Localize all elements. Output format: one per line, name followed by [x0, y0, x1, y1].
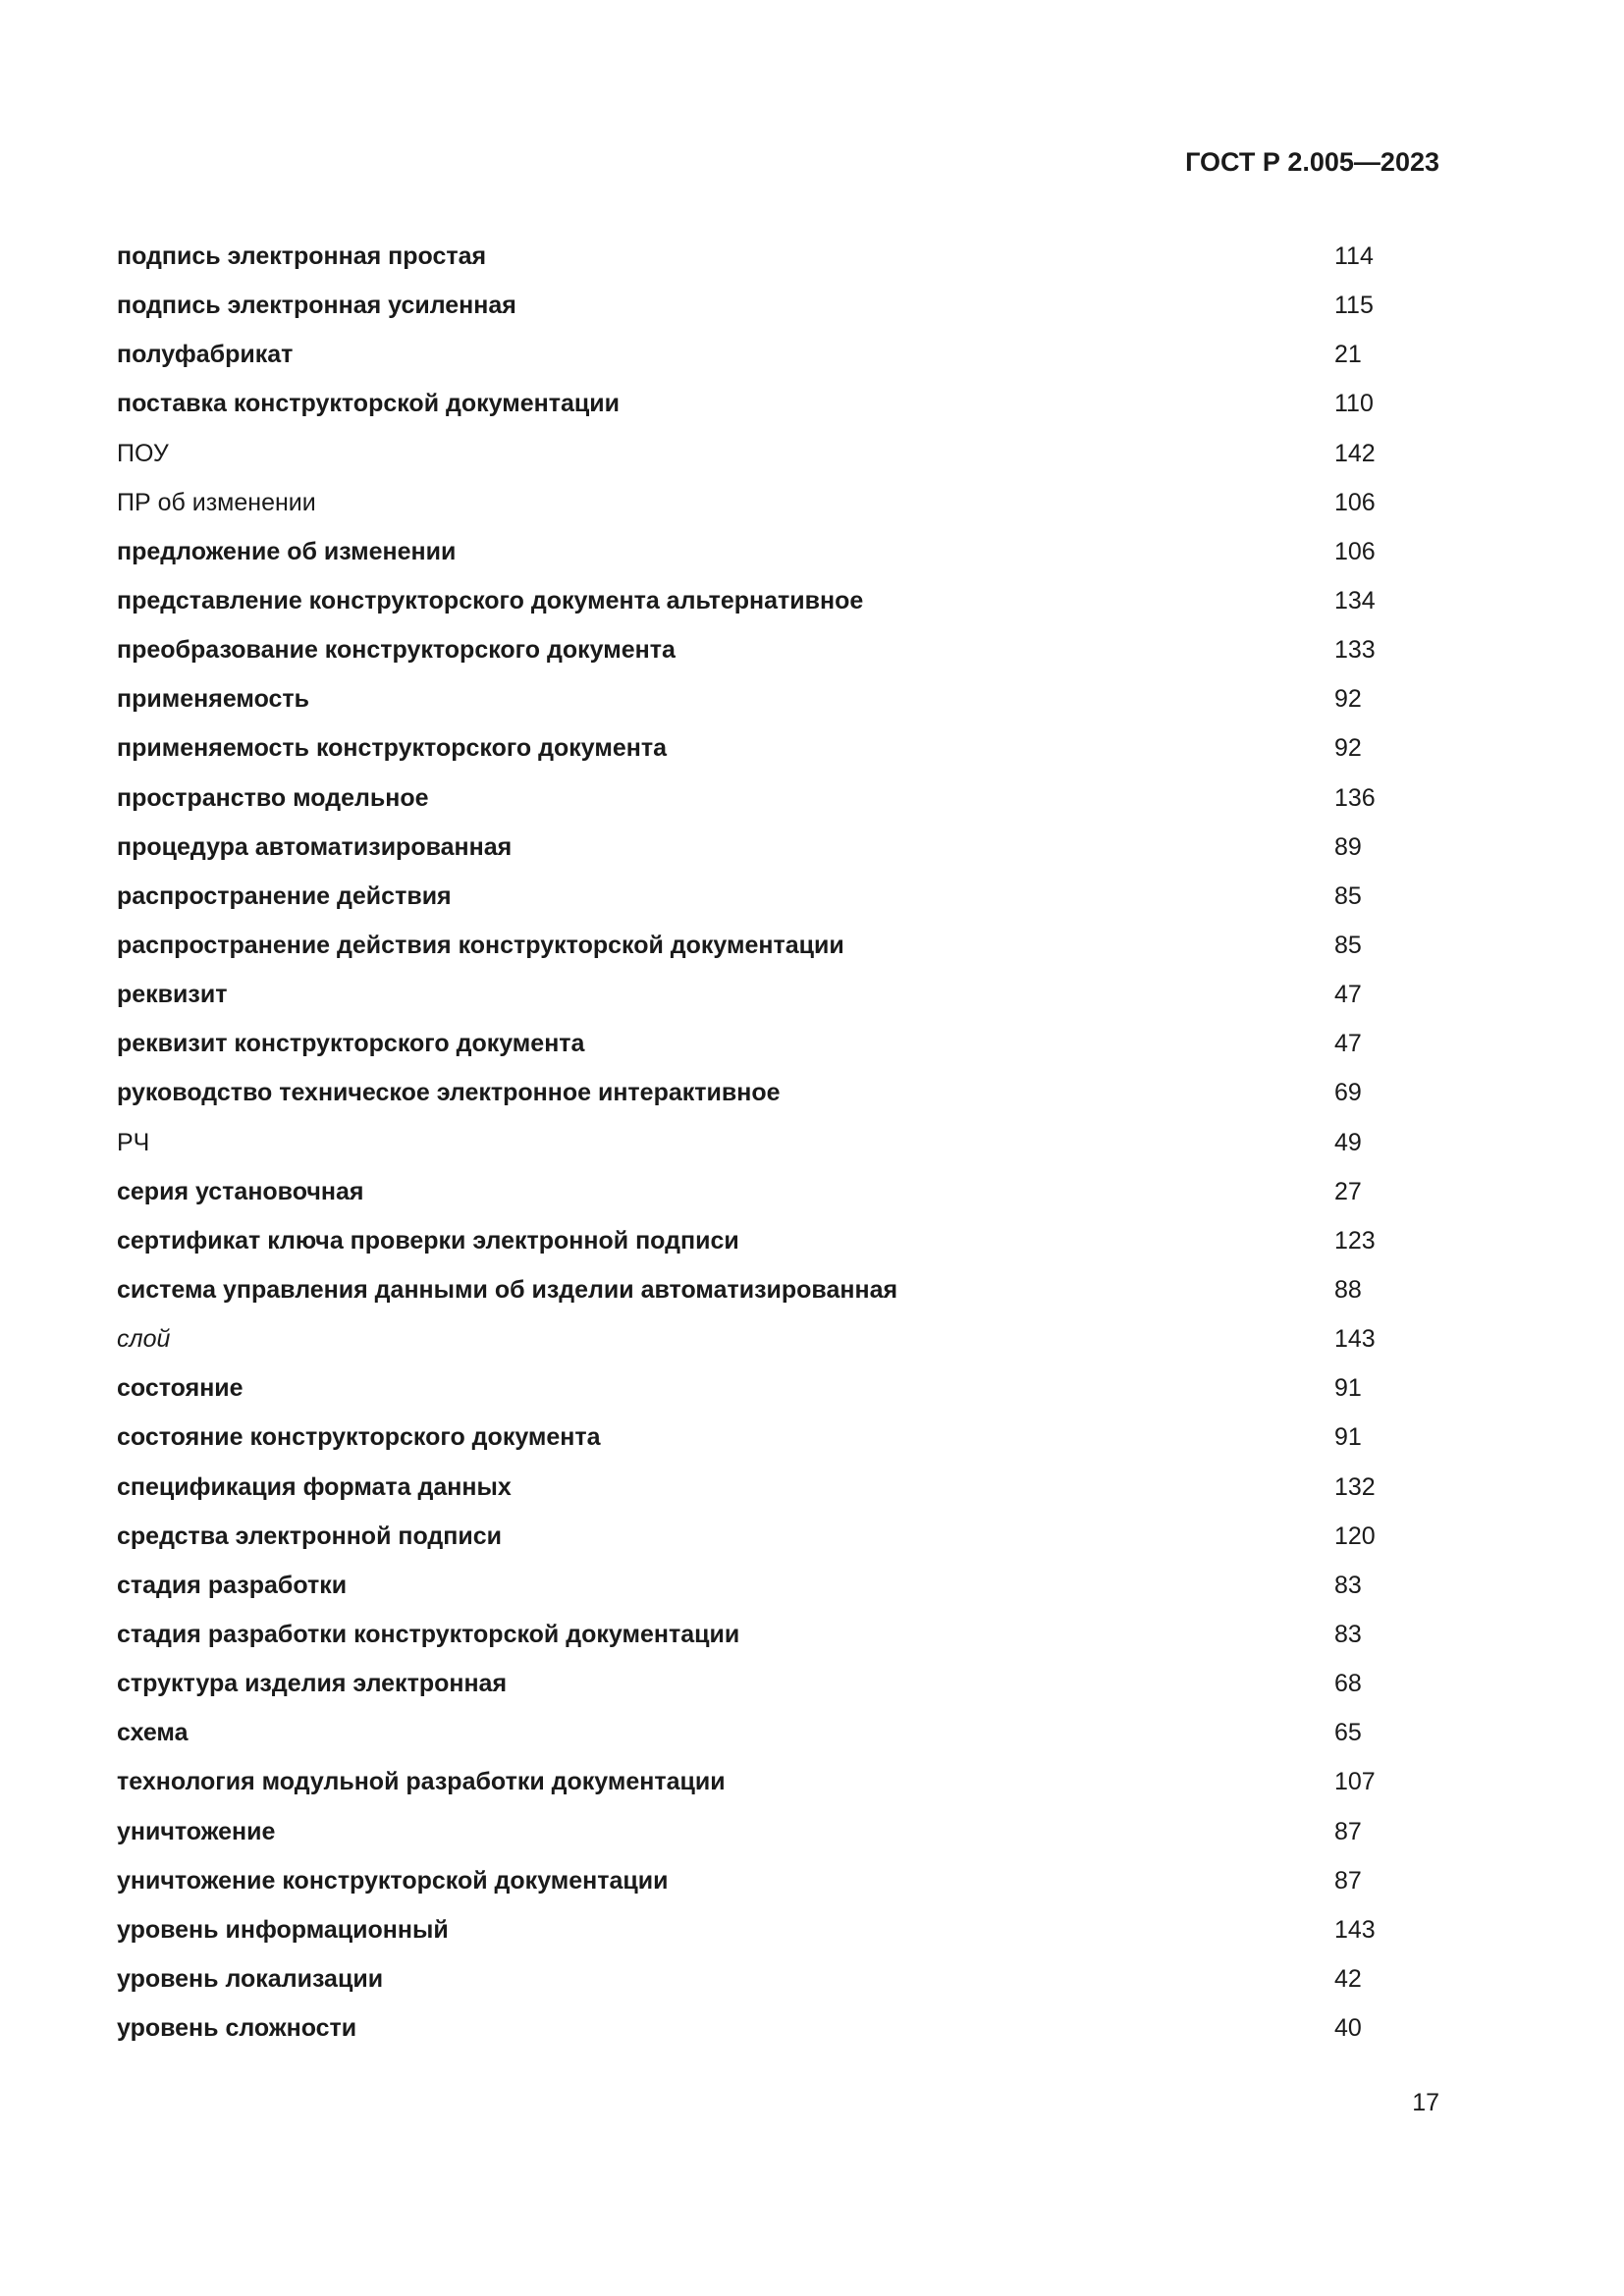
index-entry [117, 1324, 1393, 1373]
index-entry [117, 439, 1393, 488]
index-term: преобразование конструкторского документа [117, 636, 676, 665]
index-term-number: 110 [1334, 390, 1374, 418]
index-term: руководство техническое электронное интерактивное [117, 1079, 781, 1107]
index-term: уровень локализации [117, 1964, 384, 1993]
index-entry [117, 1226, 1393, 1275]
index-entry [117, 1767, 1393, 1816]
index-term: пространство модельное [117, 783, 429, 812]
index-term: система управления данными об изделии автоматизированная [117, 1275, 898, 1304]
index-term-number: 47 [1334, 1030, 1362, 1058]
index-entry [117, 684, 1393, 733]
index-term: средства электронной подписи [117, 1522, 503, 1550]
index-term: полуфабрикат [117, 341, 294, 369]
index-entry [117, 783, 1393, 832]
index-entry [117, 1373, 1393, 1422]
index-entry [117, 586, 1393, 635]
index-term: уничтожение [117, 1817, 276, 1845]
index-term: распространение действия конструкторской документации [117, 931, 844, 959]
index-term: стадия разработки конструкторской документации [117, 1620, 740, 1648]
index-term-number: 83 [1334, 1571, 1362, 1599]
index-term: структура изделия электронная [117, 1670, 508, 1698]
page-number: 17 [1412, 2089, 1439, 2116]
index-term-number: 87 [1334, 1817, 1362, 1845]
index-term-number: 120 [1334, 1522, 1376, 1550]
index-entry [117, 1915, 1393, 1964]
index-entry [117, 1522, 1393, 1571]
index-term-number: 92 [1334, 734, 1362, 763]
index-term-number: 87 [1334, 1866, 1362, 1895]
index-term: технология модульной разработки документации [117, 1768, 726, 1796]
index-entry [117, 1866, 1393, 1915]
index-term: предложение об изменении [117, 537, 457, 565]
index-term-number: 134 [1334, 586, 1376, 614]
index-term-number: 65 [1334, 1719, 1362, 1747]
index-term-number: 143 [1334, 1325, 1376, 1354]
index-entry [117, 1128, 1393, 1177]
index-term: подпись электронная простая [117, 242, 487, 270]
index-term-number: 27 [1334, 1177, 1362, 1205]
term-index-list [117, 241, 1393, 2062]
index-term-number: 69 [1334, 1079, 1362, 1107]
index-entry [117, 1718, 1393, 1767]
index-entry [117, 1620, 1393, 1669]
index-entry [117, 1571, 1393, 1620]
index-term-number: 143 [1334, 1915, 1376, 1944]
index-entry [117, 340, 1393, 389]
index-term: реквизит конструкторского документа [117, 1030, 585, 1058]
index-term-number: 106 [1334, 488, 1376, 516]
index-term-number: 85 [1334, 881, 1362, 910]
index-entry [117, 1817, 1393, 1866]
index-entry [117, 537, 1393, 586]
index-term: применяемость [117, 685, 310, 714]
index-term: серия установочная [117, 1177, 364, 1205]
index-term-number: 88 [1334, 1275, 1362, 1304]
index-term: сертификат ключа проверки электронной подписи [117, 1226, 739, 1255]
index-term: уничтожение конструкторской документации [117, 1866, 669, 1895]
index-term: стадия разработки [117, 1571, 348, 1599]
index-entry [117, 931, 1393, 980]
index-term: распространение действия [117, 881, 452, 910]
document-code: ГОСТ Р 2.005—2023 [1185, 147, 1439, 177]
index-term: схема [117, 1719, 189, 1747]
index-term: представление конструкторского документа альтернативное [117, 586, 864, 614]
index-term: подпись электронная усиленная [117, 292, 516, 320]
index-term-number: 42 [1334, 1964, 1362, 1993]
index-term-number: 47 [1334, 981, 1362, 1009]
index-term-number: 85 [1334, 931, 1362, 959]
index-term-number: 91 [1334, 1423, 1362, 1452]
index-term: применяемость конструкторского документа [117, 734, 668, 763]
index-term: ПР об изменении [117, 488, 316, 516]
index-term-number: 115 [1334, 292, 1374, 320]
index-entry [117, 1964, 1393, 2013]
index-entry [117, 881, 1393, 931]
index-term: ПОУ [117, 439, 169, 467]
index-entry [117, 980, 1393, 1029]
index-entry [117, 1472, 1393, 1522]
index-entry [117, 241, 1393, 291]
index-term-number: 123 [1334, 1226, 1376, 1255]
index-entry [117, 1669, 1393, 1718]
index-entry [117, 291, 1393, 340]
index-term: спецификация формата данных [117, 1472, 512, 1501]
index-term-number: 133 [1334, 636, 1376, 665]
index-term-number: 92 [1334, 685, 1362, 714]
index-entry [117, 1078, 1393, 1127]
index-term-number: 21 [1334, 341, 1362, 369]
index-term: уровень информационный [117, 1915, 449, 1944]
index-entry [117, 1029, 1393, 1078]
index-entry [117, 1422, 1393, 1471]
index-term-number: 106 [1334, 537, 1376, 565]
index-term: поставка конструкторской документации [117, 390, 620, 418]
index-entry [117, 832, 1393, 881]
index-term-number: 132 [1334, 1472, 1376, 1501]
index-term: слой [117, 1325, 171, 1354]
index-entry [117, 389, 1393, 438]
index-entry [117, 1275, 1393, 1324]
index-entry [117, 2013, 1393, 2062]
index-term: процедура автоматизированная [117, 832, 513, 861]
index-term: реквизит [117, 981, 228, 1009]
index-term-number: 49 [1334, 1128, 1362, 1156]
index-term-number: 107 [1334, 1768, 1376, 1796]
index-entry [117, 488, 1393, 537]
index-term-number: 83 [1334, 1620, 1362, 1648]
index-term-number: 91 [1334, 1374, 1362, 1403]
index-term-number: 136 [1334, 783, 1376, 812]
index-term: уровень сложности [117, 2014, 357, 2043]
index-term-number: 40 [1334, 2014, 1362, 2043]
index-entry [117, 733, 1393, 782]
index-term: состояние [117, 1374, 244, 1403]
index-term-number: 89 [1334, 832, 1362, 861]
index-term: РЧ [117, 1128, 150, 1156]
index-term-number: 114 [1334, 242, 1374, 270]
index-term-number: 68 [1334, 1670, 1362, 1698]
index-entry [117, 1177, 1393, 1226]
index-term: состояние конструкторского документа [117, 1423, 601, 1452]
index-entry [117, 635, 1393, 684]
index-term-number: 142 [1334, 439, 1376, 467]
